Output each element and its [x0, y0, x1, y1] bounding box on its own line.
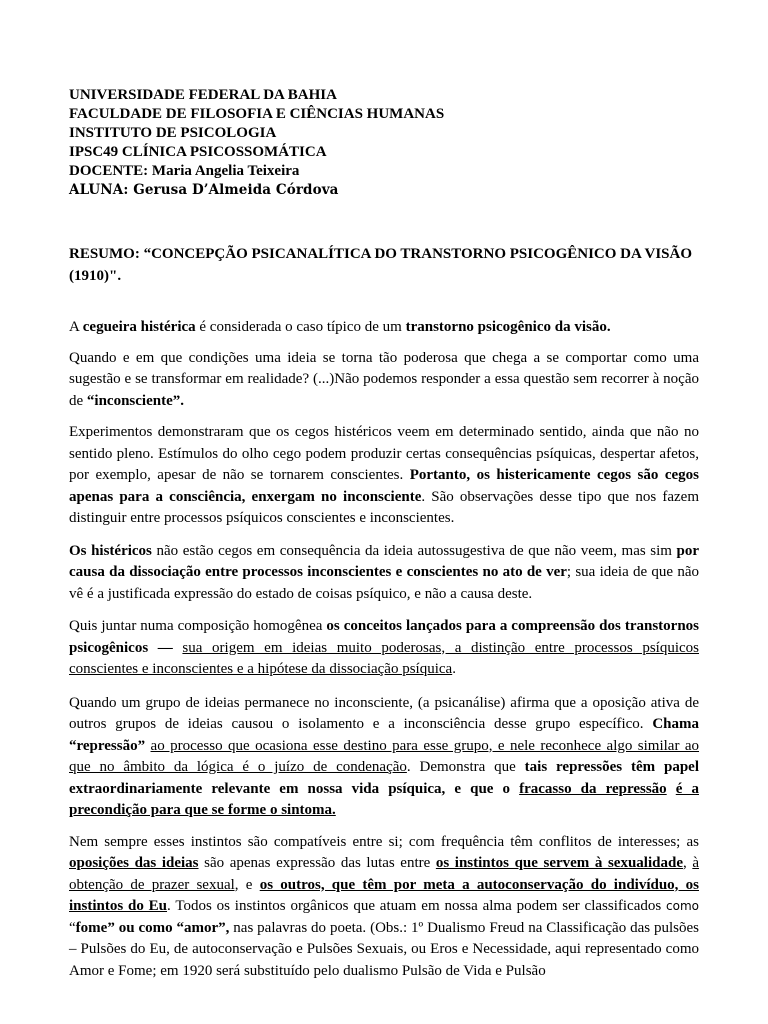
p5-bold-1: os conceitos lançados para a compreensão dos transtornos psicogênicos — — [69, 618, 699, 656]
p4-bold-2: por causa da dissociação entre processos inconscientes e conscientes no ato de ver — [69, 542, 700, 580]
p7-text-3: , — [682, 855, 693, 871]
p6-bold-underline-2: é a precondição para que se forme o sintoma. — [69, 780, 699, 818]
p3-text-2: . São observações desse tipo que nos fazem distinguir entre processos psíquicos conscientes e inconscientes. — [69, 488, 699, 526]
p7-text-7: nas palavras do poeta. (Obs.: 1º Dualismo Freud na Classificação das pulsões – Pulsões do Eu, de autoconservação e Pulsões Sexuais, ou Eros e Necessidade, aqui representado como Amor e Fome; em 1920 será substituído pelo dualismo Pulsão de Vida e Pulsão — [69, 919, 699, 979]
p6-bold-3 — [667, 781, 676, 797]
p7-bold-underline-3: os outros, que têm por meta a autoconservação do indivíduo, os instintos do Eu — [69, 876, 699, 914]
p3-text-1: Experimentos demonstraram que os cegos histéricos veem em determinado sentido, ainda que não no sentido pleno. Estímulos do olho cego podem produzir certas consequências psíquicas, despertar afetos, por exemplo, apesar de não se tornarem conscientes. — [69, 424, 699, 483]
header-institute: INSTITUTO DE PSICOLOGIA — [69, 125, 277, 141]
paragraph-7 — [69, 832, 699, 983]
p3-bold-1: Portanto, os histericamente cegos são cegos apenas para a consciência, enxergam no inconsciente — [69, 467, 700, 505]
p1-text-1: A — [69, 319, 83, 335]
paragraph-2 — [69, 348, 699, 413]
header-faculty: FACULDADE DE FILOSOFIA E CIÊNCIAS HUMANAS — [69, 106, 445, 122]
p6-bold-underline-1: fracasso da repressão — [519, 780, 667, 797]
p6-text-1: Quando um grupo de ideias permanece no inconsciente, (a psicanálise) afirma que a oposição ativa de outros grupos de ideias causou o isolamento e a inconsciência desse grupo específico. — [69, 694, 699, 732]
document-body — [69, 86, 699, 982]
p7-bold-1: fome” ou como “amor”, — [75, 919, 230, 936]
p4-bold-1: Os histéricos — [69, 542, 152, 559]
p7-text-1: Nem sempre esses instintos são compatíveis entre si; com frequência têm conflitos de interesses; as — [69, 833, 699, 850]
p7-text-4: e — [238, 876, 260, 893]
p6-bold-1: Chama “repressão” — [69, 716, 699, 754]
p1-text-2: é considerada o caso típico de um — [195, 319, 406, 335]
paragraph-1 — [69, 317, 699, 339]
paragraph-3 — [69, 422, 699, 530]
p6-text-3: . Demonstra que — [406, 759, 525, 775]
p5-text-1: Quis juntar numa composição homogênea — [69, 618, 327, 634]
p7-underline-1: à obtenção de prazer sexual, — [69, 855, 699, 893]
p4-text-2: ; sua ideia de que não vê é a justificada expressão do estado de coisas psíquico, e não a causa deste. — [69, 564, 699, 602]
header-student: ALUNA: Gerusa D’Almeida Córdova — [69, 182, 339, 198]
p7-mono-1: como — [666, 899, 699, 913]
paragraph-6 — [69, 693, 699, 822]
p6-underline-1: ao processo que ocasiona esse destino para esse grupo, e nele reconhece algo similar ao que no âmbito da lógica é o juízo de condenação — [69, 737, 700, 775]
header-teacher: DOCENTE: Maria Angelia Teixeira — [69, 163, 300, 179]
header-course: IPSC49 CLÍNICA PSICOSSOMÁTICA — [69, 144, 327, 160]
p7-bold-underline-2: os instintos que servem à sexualidade — [435, 855, 683, 871]
document-title: RESUMO: “CONCEPÇÃO PSICANALÍTICA DO TRANSTORNO PSICOGÊNICO DA VISÃO (1910)". — [69, 246, 693, 284]
p5-text-2 — [173, 640, 183, 656]
p5-underline-1: sua origem em ideias muito poderosas, a distinção entre processos psíquicos conscientes e inconscientes e a hipótese da dissociação psíquica — [69, 639, 699, 677]
p6-bold-2: tais repressões têm papel extraordinariamente relevante em nossa vida psíquica, e que o — [69, 759, 699, 797]
p7-bold-underline-1: oposições das ideias — [69, 855, 199, 871]
header-university: UNIVERSIDADE FEDERAL DA BAHIA — [69, 87, 337, 103]
paragraph-4 — [69, 541, 699, 606]
p1-bold-2: transtorno psicogênico da visão. — [405, 319, 611, 335]
p5-text-3: . — [452, 661, 456, 677]
p1-bold-1: cegueira histérica — [82, 319, 196, 335]
p7-text-5: . Todos os instintos orgânicos que atuam em nossa alma podem ser classificados — [167, 898, 667, 914]
p2-text-1: Quando e em que condições uma ideia se torna tão poderosa que chega a se comportar como uma sugestão e se transformar em realidade? (...)Não podemos responder a essa questão sem recorrer à noção de — [69, 349, 699, 409]
p4-text-1: não estão cegos em consequência da ideia autossugestiva de que não veem, mas sim — [151, 542, 677, 559]
p7-text-6: “ — [69, 919, 76, 936]
p2-bold-1: “inconsciente”. — [86, 392, 184, 409]
p7-text-2: são apenas expressão das lutas entre — [198, 855, 436, 871]
paragraph-5 — [69, 616, 699, 681]
